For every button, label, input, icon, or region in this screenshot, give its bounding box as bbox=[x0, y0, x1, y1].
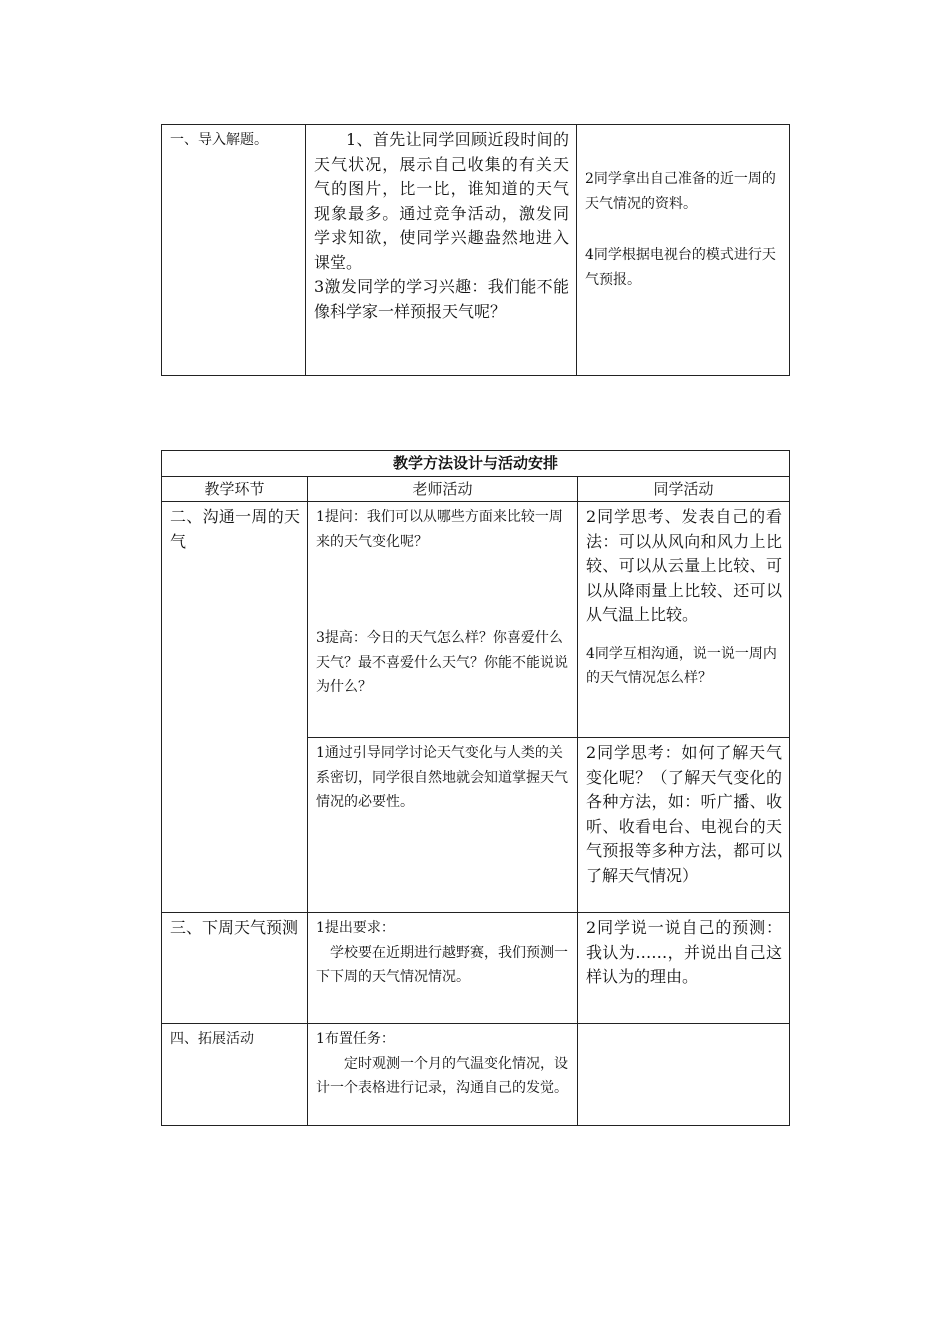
teacher-improve: 3提高：今日的天气怎么样？你喜爱什么天气？最不喜爱什么天气？你能不能说说为什么？ bbox=[316, 630, 568, 695]
student-communicate: 4同学互相沟通，说一说一周内的天气情况怎么样？ bbox=[586, 645, 777, 686]
teacher-question: 1提问：我们可以从哪些方面来比较一周来的天气变化呢？ bbox=[316, 509, 563, 550]
stage-cell bbox=[162, 502, 308, 913]
teacher-requirement-body: 学校要在近期进行越野赛，我们预测一下下周的天气情况情况。 bbox=[316, 944, 568, 985]
teacher-task-head: 1布置任务： bbox=[316, 1031, 395, 1047]
student-cell bbox=[578, 502, 790, 738]
stage-extend: 四、拓展活动 bbox=[170, 1031, 254, 1047]
stage-cell bbox=[162, 1024, 308, 1126]
teacher-cell bbox=[308, 502, 578, 738]
student-cell bbox=[578, 913, 790, 1024]
table-title: 教学方法设计与活动安排 bbox=[162, 451, 790, 477]
teacher-cell bbox=[308, 738, 578, 913]
method-table bbox=[161, 450, 790, 1126]
intro-table bbox=[161, 124, 790, 376]
header-teacher: 老师活动 bbox=[308, 477, 578, 502]
student-cell bbox=[578, 738, 790, 913]
student-predict: 2同学说一说自己的预测：我认为……，并说出自己这样认为的理由。 bbox=[586, 918, 783, 986]
header-stage: 教学环节 bbox=[162, 477, 308, 502]
student-cell bbox=[577, 125, 790, 376]
stage-forecast: 三、下周天气预测 bbox=[170, 918, 299, 937]
teacher-activity-3: 3激发同学的学习兴趣：我们能不能像科学家一样预报天气呢？ bbox=[314, 277, 569, 321]
teacher-cell bbox=[306, 125, 577, 376]
header-student: 同学活动 bbox=[578, 477, 790, 502]
teacher-activity-1: 1、首先让同学回顾近段时间的天气状况，展示自己收集的有关天气的图片，比一比，谁知道的天气现象最多。通过竞争活动，激发同学求知欲，使同学兴趣盎然地进入课堂。 bbox=[314, 130, 569, 272]
stage-cell bbox=[162, 125, 306, 376]
teacher-guide: 1通过引导同学讨论天气变化与人类的关系密切，同学很自然地就会知道掌握天气情况的必要性。 bbox=[316, 745, 568, 810]
teacher-cell bbox=[308, 913, 578, 1024]
student-activity-4: 4同学根据电视台的模式进行天气预报。 bbox=[585, 247, 776, 288]
student-think: 2同学思考、发表自己的看法：可以从风向和风力上比较、可以从云量上比较、可以从降雨量上比较、还可以从气温上比较。 bbox=[586, 507, 783, 624]
student-activity-2: 2同学拿出自己准备的近一周的天气情况的资料。 bbox=[585, 171, 776, 212]
stage-intro: 一、导入解题。 bbox=[170, 132, 268, 148]
teacher-task-body: 定时观测一个月的气温变化情况，设计一个表格进行记录，沟通自己的发觉。 bbox=[316, 1055, 568, 1096]
student-cell-empty bbox=[578, 1024, 790, 1126]
teacher-cell bbox=[308, 1024, 578, 1126]
teacher-requirement-head: 1提出要求： bbox=[316, 920, 395, 936]
stage-cell bbox=[162, 913, 308, 1024]
stage-communicate: 二、沟通一周的天气 bbox=[170, 507, 300, 551]
student-understand: 2同学思考：如何了解天气变化呢？（了解天气变化的各种方法，如：听广播、收听、收看电台、电视台的天气预报等多种方法，都可以了解天气情况） bbox=[586, 743, 783, 885]
